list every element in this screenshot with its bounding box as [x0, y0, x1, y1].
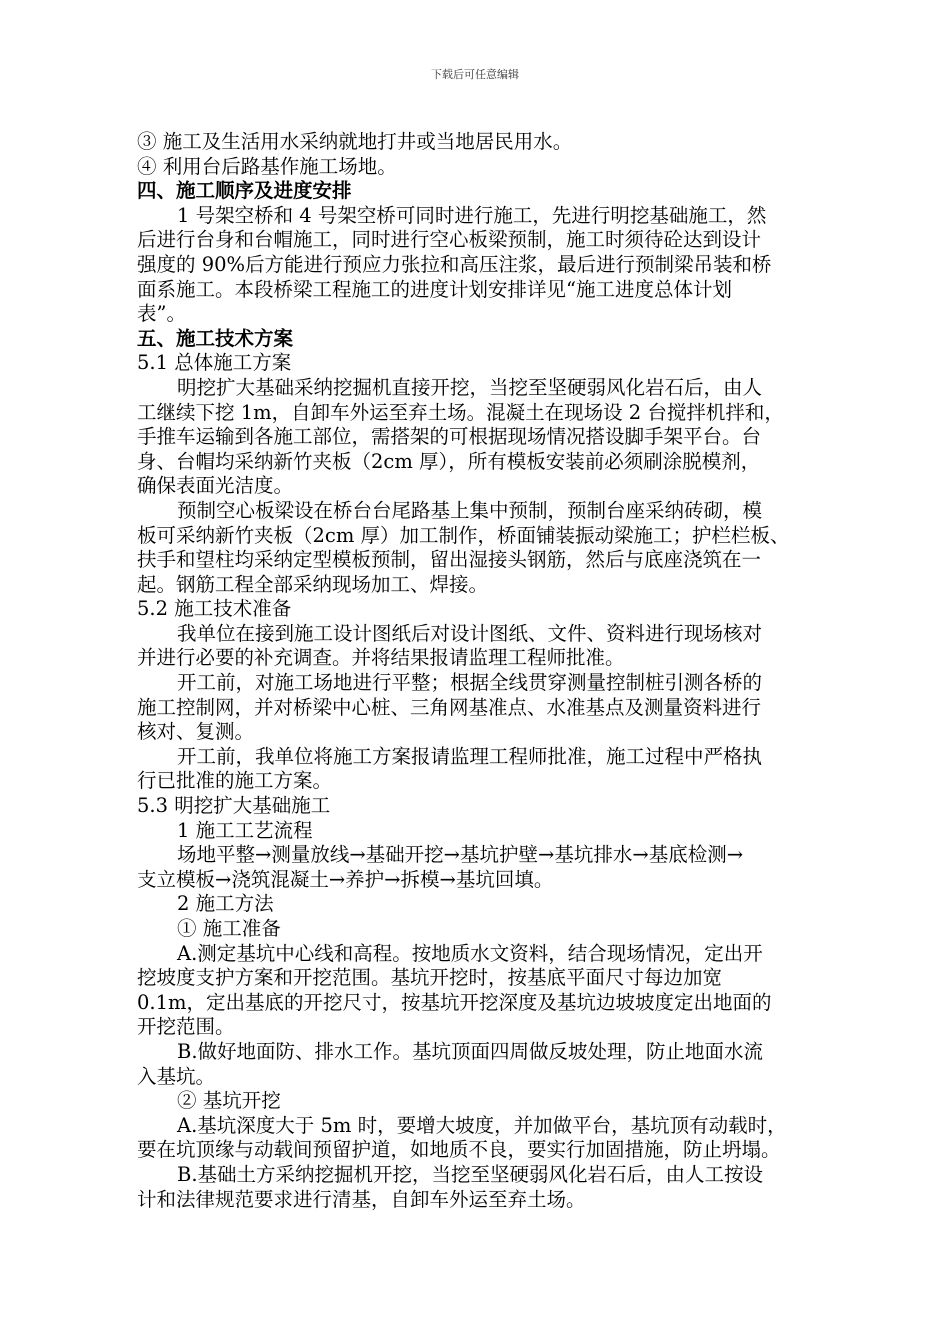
- text-line: 5.3 明挖扩大基础施工: [137, 794, 331, 818]
- text-line: 面系施工。本段桥梁工程施工的进度计划安排详见“施工进度总体计划: [137, 277, 732, 301]
- text-line: 开工前，我单位将施工方案报请监理工程师批准，施工过程中严格执: [177, 744, 763, 768]
- text-line: 核对、复测。: [137, 720, 255, 744]
- text-line: 确保表面光洁度。: [137, 474, 294, 498]
- page-header: 下载后可任意编辑: [431, 68, 519, 81]
- text-line: 5.1 总体施工方案: [137, 351, 292, 375]
- text-line: 表”。: [137, 302, 186, 326]
- text-line: ④ 利用台后路基作施工场地。: [137, 154, 397, 178]
- section-heading: 五、施工技术方案: [137, 326, 294, 350]
- text-line: 扶手和望柱均采纳定型模板预制，留出湿接头钢筋，然后与底座浇筑在一: [137, 548, 762, 572]
- text-line: 身、台帽均采纳新竹夹板（2cm 厚），所有模板安装前必须刷涂脱模剂，: [137, 449, 761, 473]
- text-line: 手推车运输到各施工部位，需搭架的可根据现场情况搭设脚手架平台。台: [137, 425, 762, 449]
- text-line: A.基坑深度大于 5m 时，要增大坡度，并加做平台，基坑顶有动载时，: [177, 1113, 787, 1137]
- document-body: [137, 130, 862, 1212]
- text-line: 明挖扩大基础采纳挖掘机直接开挖，当挖至坚硬弱风化岩石后，由人: [177, 375, 763, 399]
- text-line: 行已批准的施工方案。: [137, 769, 333, 793]
- text-line: 强度的 90%后方能进行预应力张拉和高压注浆，最后进行预制梁吊装和桥: [137, 252, 772, 276]
- text-line: 板可采纳新竹夹板（2cm 厚）加工制作，桥面铺装振动梁施工；护栏栏板、: [137, 523, 790, 547]
- text-line: 挖坡度支护方案和开挖范围。基坑开挖时，按基底平面尺寸每边加宽: [137, 966, 723, 990]
- text-line: 入基坑。: [137, 1064, 216, 1088]
- text-line: 要在坑顶缘与动载间预留护道，如地质不良，要实行加固措施，防止坍塌。: [137, 1138, 781, 1162]
- text-line: ① 施工准备: [177, 917, 281, 940]
- text-line: 开挖范围。: [137, 1015, 235, 1039]
- text-line: 开工前，对施工场地进行平整；根据全线贯穿测量控制桩引测各桥的: [177, 671, 763, 695]
- text-line: 2 施工方法: [177, 892, 274, 916]
- text-line: 计和法律规范要求进行清基，自卸车外运至弃土场。: [137, 1187, 586, 1211]
- text-line: 并进行必要的补充调查。并将结果报请监理工程师批准。: [137, 646, 625, 670]
- text-line: B.基础土方采纳挖掘机开挖，当挖至坚硬弱风化岩石后，由人工按设: [177, 1162, 764, 1186]
- text-line: B.做好地面防、排水工作。基坑顶面四周做反坡处理，防止地面水流: [177, 1039, 764, 1063]
- text-line: 1 施工工艺流程: [177, 818, 313, 842]
- text-line: ② 基坑开挖: [177, 1089, 281, 1113]
- text-line: 0.1m，定出基底的开挖尺寸，按基坑开挖深度及基坑边坡坡度定出地面的: [137, 990, 772, 1014]
- text-line: A.测定基坑中心线和高程。按地质水文资料，结合现场情况，定出开: [177, 941, 763, 965]
- section-heading: 四、施工顺序及进度安排: [137, 179, 352, 203]
- text-line: 预制空心板梁设在桥台台尾路基上集中预制，预制台座采纳砖砌，模: [177, 498, 763, 522]
- text-line: 后进行台身和台帽施工，同时进行空心板梁预制，施工时须待砼达到设计: [137, 228, 762, 252]
- text-line: 我单位在接到施工设计图纸后对设计图纸、文件、资料进行现场核对: [177, 621, 763, 645]
- text-line: 5.2 施工技术准备: [137, 597, 292, 621]
- text-line: 施工控制网，并对桥梁中心桩、三角网基准点、水准基点及测量资料进行: [137, 695, 762, 719]
- text-line: 1 号架空桥和 4 号架空桥可同时进行施工，先进行明挖基础施工，然: [177, 203, 767, 227]
- text-line: 支立模板→浇筑混凝土→养护→拆模→基坑回填。: [137, 867, 554, 891]
- text-line: ③ 施工及生活用水采纳就地打井或当地居民用水。: [137, 130, 573, 153]
- text-line: 起。钢筋工程全部采纳现场加工、焊接。: [137, 572, 489, 596]
- text-line: 工继续下挖 1m，自卸车外运至弃土场。混凝土在现场设 2 台搅拌机拌和，: [137, 400, 784, 424]
- text-line: 场地平整→测量放线→基础开挖→基坑护壁→基坑排水→基底检测→: [177, 843, 744, 867]
